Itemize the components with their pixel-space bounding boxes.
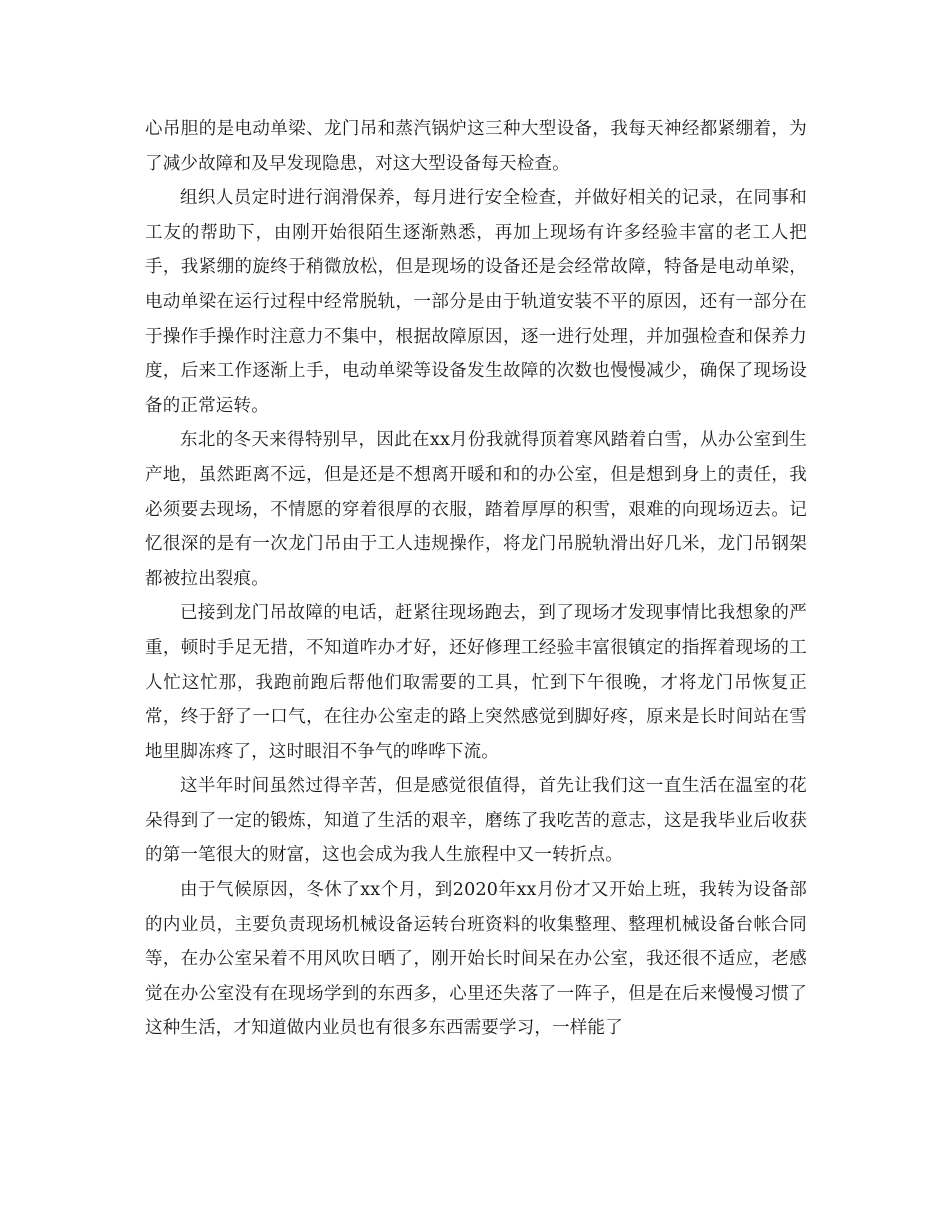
paragraph-5: 这半年时间虽然过得辛苦，但是感觉很值得，首先让我们这一直生活在温室的花朵得到了一定的锻炼，知道了生活的艰辛，磨练了我吃苦的意志，这是我毕业后收获的第一笔很大的财富，这也会成为我人生旅程中又一转折点。 <box>145 776 807 866</box>
paragraph-2: 组织人员定时进行润滑保养，每月进行安全检查，并做好相关的记录，在同事和工友的帮助下，由刚开始很陌生逐渐熟悉，再加上现场有许多经验丰富的老工人把手，我紧绷的旋终于稍微放松，但是现场的设备还是会经常故障，特备是电动单梁，电动单梁在运行过程中经常脱轨，一部分是由于轨道安装不平的原因，还有一部分在于操作手操作时注意力不集中，根据故障原因，逐一进行处理，并加强检查和保养力度，后来工作逐渐上手，电动单梁等设备发生故障的次数也慢慢减少，确保了现场设备的正常运转。 <box>145 188 807 416</box>
paragraph-1: 心吊胆的是电动单梁、龙门吊和蒸汽锅炉这三种大型设备，我每天神经都紧绷着，为了减少故障和及早发现隐患，对这大型设备每天检查。 <box>145 119 807 174</box>
document-body <box>145 112 807 1046</box>
paragraph-4: 已接到龙门吊故障的电话，赶紧往现场跑去，到了现场才发现事情比我想象的严重，顿时手足无措，不知道咋办才好，还好修理工经验丰富很镇定的指挥着现场的工人忙这忙那，我跑前跑后帮他们取需要的工具，忙到下午很晚，才将龙门吊恢复正常，终于舒了一口气，在往办公室走的路上突然感觉到脚好疼，原来是长时间站在雪地里脚冻疼了，这时眼泪不争气的哗哗下流。 <box>145 603 807 762</box>
paragraph-6: 由于气候原因，冬休了xx个月，到2020年xx月份才又开始上班，我转为设备部的内业员，主要负责现场机械设备运转台班资料的收集整理、整理机械设备台帐合同等，在办公室呆着不用风吹日晒了，刚开始长时间呆在办公室，我还很不适应，老感觉在办公室没有在现场学到的东西多，心里还失落了一阵子，但是在后来慢慢习惯了这种生活，才知道做内业员也有很多东西需要学习，一样能了 <box>145 880 807 1039</box>
paragraph-3: 东北的冬天来得特别早，因此在xx月份我就得顶着寒风踏着白雪，从办公室到生产地，虽然距离不远，但是还是不想离开暖和和的办公室，但是想到身上的责任，我必须要去现场，不情愿的穿着很厚的衣服，踏着厚厚的积雪，艰难的向现场迈去。记忆很深的是有一次龙门吊由于工人违规操作，将龙门吊脱轨滑出好几米，龙门吊钢架都被拉出裂痕。 <box>145 430 807 589</box>
